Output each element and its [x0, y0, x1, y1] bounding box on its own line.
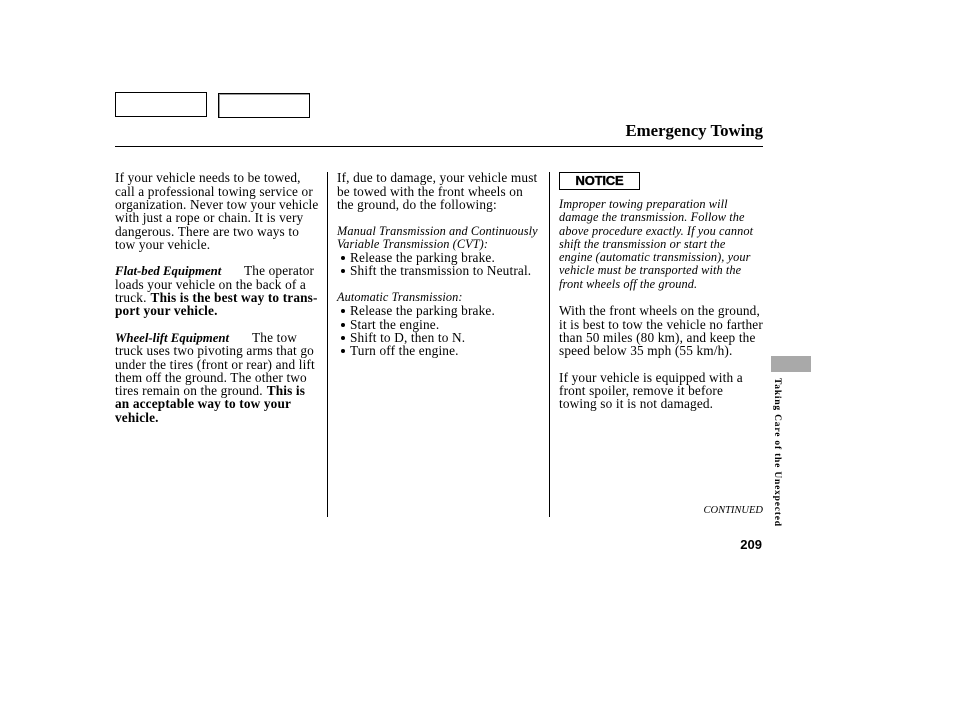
section-heading: Variable Transmission (CVT):: [337, 236, 489, 251]
paragraph-spacer: [115, 251, 325, 264]
page-title: Emergency Towing: [625, 121, 763, 140]
column-divider-2: [549, 172, 550, 517]
text-line: engine (automatic transmission), your: [559, 250, 751, 265]
emphasis-text: port your vehicle.: [115, 303, 218, 319]
text-line: organization. Never tow your vehicle: [115, 196, 319, 212]
column-1: [115, 171, 325, 424]
text-line: With the front wheels on the ground,: [559, 303, 760, 319]
list-item-text: Turn off the engine.: [350, 343, 459, 359]
text-line: [115, 264, 325, 277]
text-line: be towed with the front wheels on: [337, 183, 523, 199]
text-line: front spoiler, remove it before: [559, 383, 723, 399]
front-wheels-paragraph: [559, 304, 764, 357]
list-item-text: Shift the transmission to Neutral.: [350, 263, 532, 279]
emphasis-text: This is: [266, 383, 306, 399]
wheellift-paragraph: [115, 331, 325, 424]
page-number: 209: [740, 537, 762, 552]
text-run: truck.: [115, 290, 147, 306]
list-item: [337, 318, 547, 331]
paragraph-spacer: [115, 318, 325, 331]
text-run: tires remain on the ground.: [115, 383, 263, 399]
bullet-icon: [341, 269, 345, 273]
text-line: than 50 miles (80 km), and keep the: [559, 329, 756, 345]
text-line: it is best to tow the vehicle no farther: [559, 316, 763, 332]
list-item: [337, 264, 547, 277]
text-line: If your vehicle is equipped with a: [559, 369, 743, 385]
text-line: them off the ground. The other two: [115, 369, 307, 385]
column-2: [337, 171, 547, 357]
bullet-icon: [341, 336, 345, 340]
list-item: [337, 251, 547, 264]
section-heading: Automatic Transmission:: [337, 290, 463, 305]
list-item: [337, 304, 547, 317]
text-line: tow your vehicle.: [115, 236, 211, 252]
text-line: vehicle must be transported with the: [559, 263, 742, 278]
text-line: towing so it is not damaged.: [559, 396, 714, 412]
bullet-icon: [341, 349, 345, 353]
notice-paragraph: [559, 198, 764, 291]
text-line: with just a rope or chain. It is very: [115, 210, 304, 226]
section-tab-marker[interactable]: [771, 356, 811, 372]
list-item-text: Shift to D, then to N.: [350, 329, 466, 345]
flatbed-paragraph: [115, 264, 325, 317]
text-line: If your vehicle needs to be towed,: [115, 170, 301, 186]
text-line: If, due to damage, your vehicle must: [337, 170, 538, 186]
bullet-icon: [341, 309, 345, 313]
column-divider-1: [327, 172, 328, 517]
automatic-section: [337, 291, 547, 357]
emphasis-text: an acceptable way to tow your: [115, 396, 292, 412]
paragraph-spacer: [559, 291, 764, 304]
bullet-icon: [341, 256, 345, 260]
section-tab-label: Taking Care of the Unexpected: [772, 378, 782, 527]
section-heading: Manual Transmission and Continuously: [337, 223, 538, 238]
list-item-text: Start the engine.: [350, 316, 440, 332]
column-3: [559, 171, 764, 410]
nav-button-2[interactable]: [218, 93, 310, 118]
text-line: call a professional towing service or: [115, 183, 313, 199]
notice-badge: NOTICE: [559, 172, 640, 190]
text-line: Improper towing preparation will: [559, 196, 728, 211]
text-line: speed below 35 mph (55 km/h).: [559, 343, 733, 359]
front-spoiler-paragraph: [559, 371, 764, 411]
intro-paragraph: [337, 171, 547, 211]
intro-paragraph: [115, 171, 325, 251]
text-line: damage the transmission. Follow the: [559, 210, 745, 225]
flatbed-label: Flat-bed Equipment: [115, 264, 222, 279]
text-line: front wheels off the ground.: [559, 276, 698, 291]
emphasis-text: This is the best way to trans-: [150, 290, 318, 306]
manual-cvt-section: [337, 225, 547, 278]
list-item: [337, 344, 547, 357]
text-line: [115, 291, 325, 304]
paragraph-spacer: [337, 278, 547, 291]
text-line: above procedure exactly. If you cannot: [559, 223, 754, 238]
text-line: truck uses two pivoting arms that go: [115, 343, 314, 359]
nav-button-1[interactable]: [115, 92, 207, 117]
bullet-icon: [341, 323, 345, 327]
emphasis-text: vehicle.: [115, 409, 159, 425]
text-line: loads your vehicle on the back of a: [115, 276, 306, 292]
paragraph-spacer: [559, 358, 764, 371]
text-run: The operator: [244, 263, 315, 279]
wheellift-label: Wheel-lift Equipment: [115, 330, 230, 345]
text-line: shift the transmission or start the: [559, 236, 726, 251]
text-line: dangerous. There are two ways to: [115, 223, 300, 239]
list-item-text: Release the parking brake.: [350, 250, 495, 266]
list-item: [337, 331, 547, 344]
text-line: [115, 331, 325, 344]
text-line: under the tires (front or rear) and lift: [115, 356, 315, 372]
paragraph-spacer: [337, 211, 547, 224]
text-line: [115, 384, 325, 397]
list-item-text: Release the parking brake.: [350, 303, 495, 319]
continued-note: CONTINUED: [703, 505, 763, 517]
header-rule: [115, 146, 763, 147]
text-line: the ground, do the following:: [337, 196, 497, 212]
text-run: The tow: [252, 329, 297, 345]
